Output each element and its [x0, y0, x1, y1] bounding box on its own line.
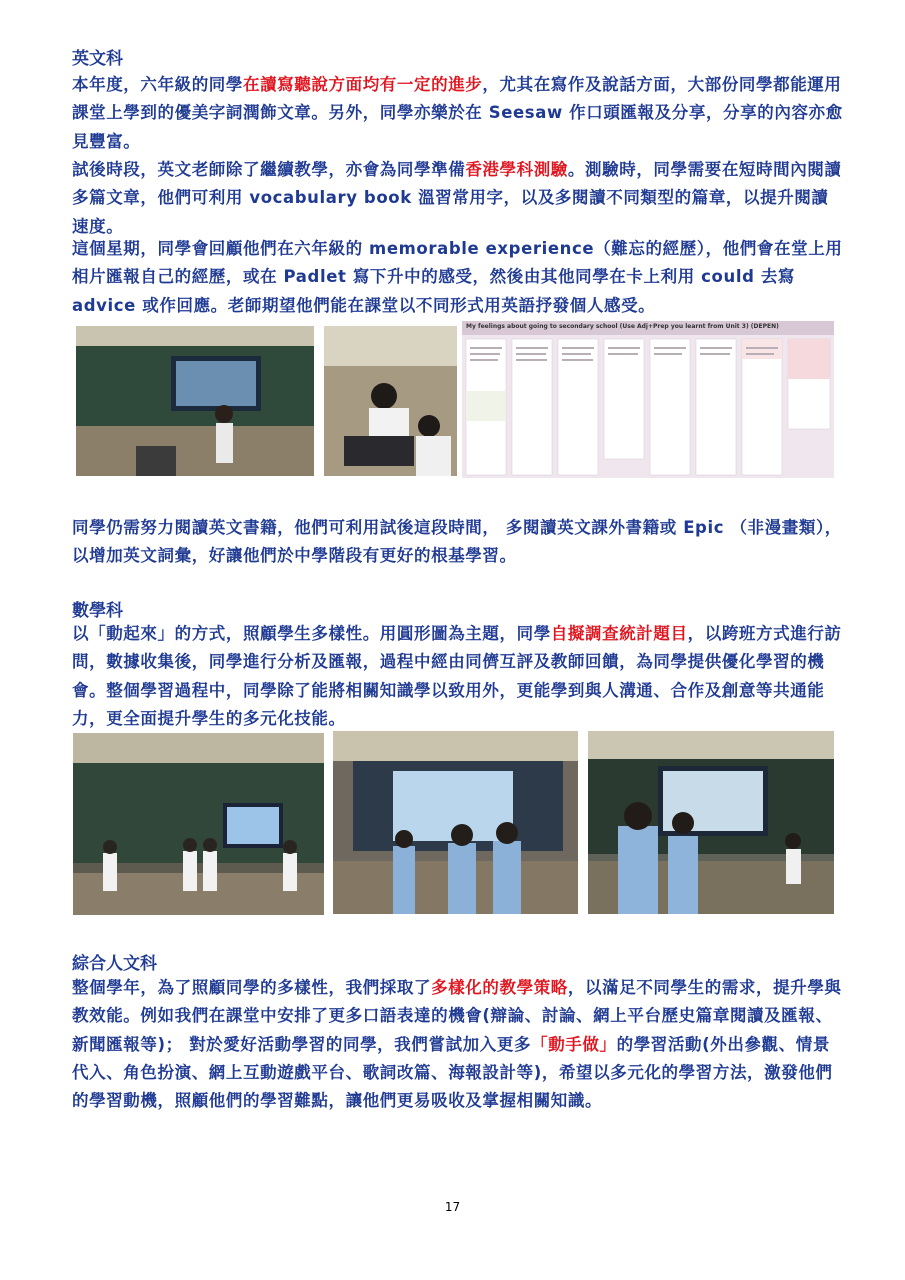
text: 。測驗時，同學需要在短時間內閱讀多篇文章，他們可利用 vocabulary book 溫習常用字，以及多閱讀不同類型的篇章，以提升閱讀速度。 [72, 160, 842, 236]
text: ，以滿足不同學生的需求，提升學與教效能。例如我們在課堂中安排了更多口語表達的機會(辯論、討論、網上平台歷史篇章閱讀及匯報、新聞匯報等)； 對於愛好活動學習的同學，我們嘗試加入更多 [72, 978, 842, 1054]
humanities-paragraph-1 [72, 974, 844, 1115]
text: 本年度，六年級的同學 [72, 75, 243, 94]
humanities-heading: 綜合人文科 [72, 954, 157, 974]
padlet-screenshot [462, 321, 834, 478]
students-with-tablets-photo [324, 326, 457, 476]
english-paragraph-3: 這個星期，同學會回顧他們在六年級的 memorable experience（難忘的經歷），他們會在堂上用相片匯報自己的經歷，或在 Padlet 寫下升中的感受，然後由其他同學在卡上利用 could 去寫 advice 或作回應。老師期望他們能在課堂以不同形式用英語抒發個人感受。 [72, 239, 843, 315]
math-presentation-photo-1 [73, 733, 324, 915]
highlight-text: 多樣化的教學策略 [431, 978, 568, 997]
text: 試後時段，英文老師除了繼續教學，亦會為同學準備 [72, 160, 466, 179]
text: 整個學年，為了照顧同學的多樣性，我們採取了 [72, 978, 432, 997]
english-heading: 英文科 [72, 49, 123, 69]
math-presentation-photo-2 [333, 731, 578, 914]
text: ，以跨班方式進行訪問，數據收集後，同學進行分析及匯報，過程中經由同儕互評及教師回饋，為同學提供優化學習的機會。整個學習過程中，同學除了能將相關知識學以致用外，更能學到與人溝通、合作及創意等共通能力，更全面提升學生的多元化技能。 [72, 624, 842, 728]
english-paragraph-2 [72, 156, 844, 241]
page-number: 17 [444, 1200, 461, 1214]
text: 以「動起來」的方式，照顧學生多樣性。用圓形圖為主題，同學 [72, 624, 551, 643]
highlight-text: 「動手做」 [531, 1034, 617, 1054]
highlight-text: 在讀寫聽說方面均有一定的進步 [243, 75, 483, 94]
text: 的學習活動(外出參觀、情景代入、角色扮演、網上互動遊戲平台、歌詞改篇、海報設計等)，希望以多元化的學習方法，激發他們的學習動機，照顧他們的學習難點，讓他們更易吸收及掌握相關知識。 [72, 1034, 833, 1111]
english-paragraph-1 [72, 71, 844, 156]
highlight-text: 香港學科測驗 [465, 160, 568, 179]
math-presentation-photo-3 [588, 731, 834, 914]
english-paragraph-4: 同學仍需努力閱讀英文書籍，他們可利用試後這段時間， 多閱讀英文課外書籍或 Epic （非漫畫類），以增加英文詞彙，好讓他們於中學階段有更好的根基學習。 [72, 518, 842, 566]
math-paragraph-1 [72, 620, 844, 733]
math-heading: 數學科 [72, 601, 123, 621]
text: ，尤其在寫作及說話方面，大部份同學都能運用課堂上學到的優美字詞潤飾文章。另外，同學亦樂於在 Seesaw 作口頭匯報及分享，分享的內容亦愈見豐富。 [72, 75, 843, 151]
padlet-title: My feelings about going to secondary school (Use Adj+Prep you learnt from Unit 3) (DEPEN) [466, 323, 779, 330]
highlight-text: 自擬調查統計題目 [550, 624, 688, 643]
classroom-presentation-photo [76, 326, 314, 476]
